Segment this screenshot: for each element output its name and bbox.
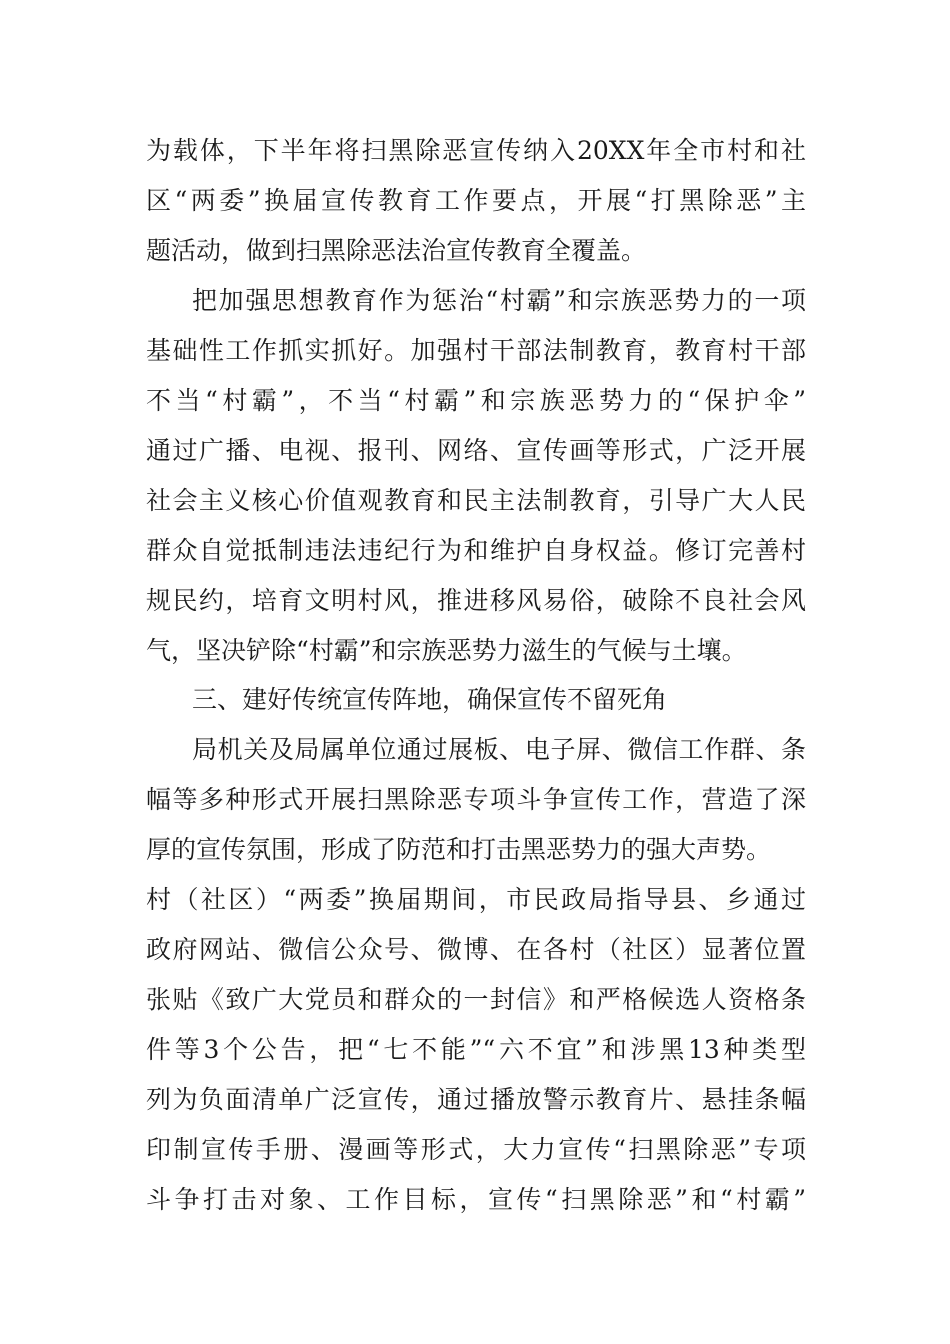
text-line: 社会主义核心价值观教育和民主法制教育，引导广大人民 (146, 486, 806, 515)
text-line: 气，坚决铲除“村霸”和宗族恶势力滋生的气候与土壤。 (146, 636, 747, 665)
text-line: 规民约，培育文明村风，推进移风易俗，破除不良社会风 (146, 586, 806, 615)
text-line: 厚的宣传氛围，形成了防范和打击黑恶势力的强大声势。 (146, 835, 772, 864)
text-line: 区“两委”换届宣传教育工作要点，开展“打黑除恶”主 (146, 186, 806, 215)
paragraph-first-line: 把加强思想教育作为惩治“村霸”和宗族恶势力的一项 (192, 286, 806, 315)
text-line: 群众自觉抵制违法违纪行为和维护自身权益。修订完善村 (146, 536, 806, 565)
text-line: 基础性工作抓实抓好。加强村干部法制教育，教育村干部 (146, 336, 806, 365)
text-line: 题活动，做到扫黑除恶法治宣传教育全覆盖。 (146, 236, 647, 265)
text-line: 村（社区）“两委”换届期间，市民政局指导县、乡通过 (146, 885, 806, 914)
section-heading: 三、建好传统宣传阵地，确保宣传不留死角 (192, 685, 668, 714)
text-line: 为载体，下半年将扫黑除恶宣传纳入20XX年全市村和社 (146, 136, 806, 165)
text-line: 张贴《致广大党员和群众的一封信》和严格候选人资格条 (146, 985, 806, 1014)
text-line: 通过广播、电视、报刊、网络、宣传画等形式，广泛开展 (146, 436, 806, 465)
text-line: 斗争打击对象、工作目标，宣传“扫黑除恶”和“村霸” (146, 1185, 806, 1214)
text-line: 不当“村霸”，不当“村霸”和宗族恶势力的“保护伞” (146, 386, 806, 415)
text-line: 印制宣传手册、漫画等形式，大力宣传“扫黑除恶”专项 (146, 1135, 806, 1164)
text-line: 幅等多种形式开展扫黑除恶专项斗争宣传工作，营造了深 (146, 785, 806, 814)
text-line: 件等3个公告，把“七不能”“六不宜”和涉黑13种类型 (146, 1035, 806, 1064)
text-line: 列为负面清单广泛宣传，通过播放警示教育片、悬挂条幅 (146, 1085, 806, 1114)
paragraph-first-line: 局机关及局属单位通过展板、电子屏、微信工作群、条 (192, 735, 806, 764)
text-line: 政府网站、微信公众号、微博、在各村（社区）显著位置 (146, 935, 806, 964)
